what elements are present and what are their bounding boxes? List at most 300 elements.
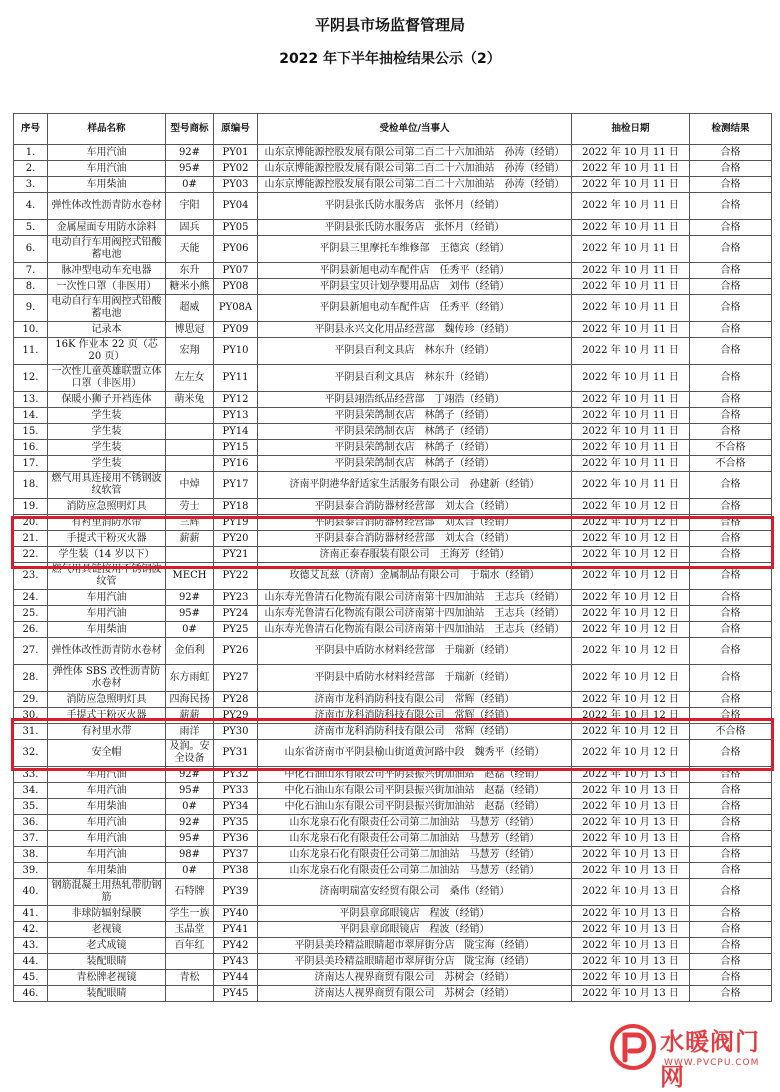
inspected-unit: 平阴县美玲精益眼睛超市翠屏街分店 陇宝海（经销） [258,938,572,954]
sample-name: 车用柴油 [48,177,166,193]
sample-name: 老视镜 [48,922,166,938]
model-brand [166,424,214,440]
original-no: PY11 [214,365,258,392]
test-result: 合格 [690,692,772,708]
model-brand: 玉晶堂 [166,922,214,938]
model-brand: 0# [166,863,214,879]
row-index: 34. [14,783,48,799]
highlight-box-rows-29-31 [11,718,774,771]
original-no: PY17 [214,472,258,499]
test-result: 合格 [690,622,772,638]
test-result: 合格 [690,970,772,986]
row-index: 10. [14,322,48,338]
row-index: 39. [14,863,48,879]
original-no: PY02 [214,161,258,177]
sample-name: 学生装（14 岁以下） [48,547,166,563]
table-header-row [14,114,772,145]
model-brand: MECH [166,563,214,590]
sample-name: 金属屋面专用防水涂料 [48,220,166,236]
sample-name: 弹性体改性沥青防水卷材 [48,638,166,665]
row-index: 5. [14,220,48,236]
model-brand: 博思冠 [166,322,214,338]
row-index: 31. [14,724,48,740]
inspected-unit: 平阴县荣鸽制衣店 林鸽子（经销） [258,440,572,456]
inspected-unit: 平阴县中盾防水材料经营部 于瑞新（经销） [258,665,572,692]
inspected-unit: 平阴县张氏防水服务店 张怀月（经销） [258,220,572,236]
test-result: 合格 [690,665,772,692]
original-no: PY40 [214,906,258,922]
table-row [14,831,772,847]
row-index: 6. [14,236,48,263]
inspected-unit: 平阴县宝贝计划孕婴用品店 刘伟（经销） [258,279,572,295]
row-index: 19. [14,499,48,515]
sample-name: 弹性体改性沥青防水卷材 [48,193,166,220]
test-result: 不合格 [690,724,772,740]
model-brand: 东升 [166,263,214,279]
row-index: 11. [14,338,48,365]
sampling-date: 2022 年 10 月 12 日 [572,590,690,606]
test-result: 合格 [690,338,772,365]
table-body [14,145,772,1002]
table-row [14,783,772,799]
watermark-site-name: 水暖阀门网 [660,1028,760,1091]
sample-name: 有衬里水带 [48,724,166,740]
sampling-date: 2022 年 10 月 12 日 [572,622,690,638]
sample-name: 手提式干粉灭火器 [48,531,166,547]
model-brand: 及润。安全设备 [166,740,214,767]
sampling-date: 2022 年 10 月 11 日 [572,338,690,365]
row-index: 42. [14,922,48,938]
test-result: 合格 [690,879,772,906]
model-brand: 95# [166,606,214,622]
sampling-date: 2022 年 10 月 13 日 [572,767,690,783]
sampling-date: 2022 年 10 月 12 日 [572,740,690,767]
sampling-date: 2022 年 10 月 12 日 [572,606,690,622]
original-no: PY41 [214,922,258,938]
sampling-date: 2022 年 10 月 13 日 [572,986,690,1002]
test-result: 合格 [690,145,772,161]
model-brand: 薪薪 [166,708,214,724]
col-header-model-brand: 型号商标 [166,114,214,145]
sample-name: 车用柴油 [48,863,166,879]
inspected-unit: 山东省济南市平阴县榆山街道黄河路中段 魏秀平（经销） [258,740,572,767]
row-index: 20. [14,515,48,531]
inspected-unit: 济南明瑞富安经贸有限公司 桑伟（经销） [258,879,572,906]
test-result: 合格 [690,322,772,338]
table-row [14,590,772,606]
original-no: PY07 [214,263,258,279]
sampling-date: 2022 年 10 月 12 日 [572,692,690,708]
sample-name: 车用汽油 [48,145,166,161]
inspected-unit: 平阴县章邱眼镜店 程波（经销） [258,922,572,938]
row-index: 36. [14,815,48,831]
original-no: PY39 [214,879,258,906]
original-no: PY24 [214,606,258,622]
sampling-date: 2022 年 10 月 11 日 [572,295,690,322]
row-index: 33. [14,767,48,783]
inspected-unit: 山东龙泉石化有限责任公司第二加油站 马慧芳（经销） [258,847,572,863]
model-brand: 92# [166,815,214,831]
original-no: PY29 [214,708,258,724]
original-no: PY13 [214,408,258,424]
table-row [14,322,772,338]
test-result: 合格 [690,783,772,799]
sample-name: 消防应急照明灯具 [48,692,166,708]
inspected-unit: 山东龙泉石化有限责任公司第二加油站 马慧芳（经销） [258,863,572,879]
test-result: 合格 [690,767,772,783]
table-row [14,424,772,440]
sampling-date: 2022 年 10 月 11 日 [572,145,690,161]
inspected-unit: 平阴县百利文具店 林东升（经销） [258,365,572,392]
original-no: PY05 [214,220,258,236]
sample-name: 一次性儿童英雄联盟立体口罩（非医用） [48,365,166,392]
test-result: 合格 [690,938,772,954]
test-result: 合格 [690,236,772,263]
sample-name: 装配眼睛 [48,986,166,1002]
row-index: 12. [14,365,48,392]
col-header-index: 序号 [14,114,48,145]
sampling-date: 2022 年 10 月 13 日 [572,922,690,938]
original-no: PY25 [214,622,258,638]
sample-name: 车用汽油 [48,767,166,783]
original-no: PY06 [214,236,258,263]
original-no: PY37 [214,847,258,863]
table-row [14,499,772,515]
model-brand [166,986,214,1002]
original-no: PY31 [214,740,258,767]
sample-name: 装配眼睛 [48,954,166,970]
sampling-date: 2022 年 10 月 11 日 [572,424,690,440]
sample-name: 学生装 [48,408,166,424]
model-brand: 薪薪 [166,531,214,547]
model-brand: 左左女 [166,365,214,392]
test-result: 合格 [690,831,772,847]
inspected-unit: 平阴县泰合消防器材经营部 刘太合（经销） [258,499,572,515]
original-no: PY08A [214,295,258,322]
row-index: 30. [14,708,48,724]
sample-name: 手提式干粉灭火器 [48,708,166,724]
col-header-inspected-unit: 受检单位/当事人 [258,114,572,145]
model-brand: 宏翔 [166,338,214,365]
inspected-unit: 济南市龙科消防科技有限公司 常辉（经销） [258,708,572,724]
row-index: 29. [14,692,48,708]
table-row [14,847,772,863]
sampling-date: 2022 年 10 月 11 日 [572,220,690,236]
table-row [14,606,772,622]
model-brand: 95# [166,831,214,847]
test-result: 合格 [690,740,772,767]
sample-name: 16K 作业本 22 页（芯 20 页） [48,338,166,365]
original-no: PY15 [214,440,258,456]
row-index: 4. [14,193,48,220]
test-result: 合格 [690,815,772,831]
inspected-unit: 平阴县新旭电动车配件店 任秀平（经销） [258,263,572,279]
inspected-unit: 山东京博能源控股发展有限公司第二百二十六加油站 孙涛（经销） [258,161,572,177]
model-brand: 95# [166,161,214,177]
row-index: 27. [14,638,48,665]
highlight-box-rows-19-21 [11,516,774,569]
table-row [14,279,772,295]
table-row [14,815,772,831]
original-no: PY33 [214,783,258,799]
inspected-unit: 平阴县荣鸽制衣店 林鸽子（经销） [258,408,572,424]
sample-name: 燃气用具连接用不锈钢波纹软管 [48,472,166,499]
inspected-unit: 平阴县荣鸽制衣店 林鸽子（经销） [258,456,572,472]
original-no: PY28 [214,692,258,708]
table-row [14,408,772,424]
model-brand: 0# [166,177,214,193]
inspected-unit: 山东龙泉石化有限责任公司第二加油站 马慧芳（经销） [258,815,572,831]
page-subtitle: 2022 年下半年抽检结果公示（2） [279,51,501,67]
row-index: 44. [14,954,48,970]
row-index: 16. [14,440,48,456]
sample-name: 老式成镜 [48,938,166,954]
sampling-date: 2022 年 10 月 11 日 [572,279,690,295]
test-result: 合格 [690,954,772,970]
table-row [14,295,772,322]
test-result: 合格 [690,279,772,295]
sampling-date: 2022 年 10 月 13 日 [572,970,690,986]
model-brand: 金佰利 [166,638,214,665]
sample-name: 记录本 [48,322,166,338]
sample-name: 车用汽油 [48,783,166,799]
model-brand: 0# [166,622,214,638]
model-brand: 天能 [166,236,214,263]
sample-name: 车用柴油 [48,799,166,815]
original-no: PY16 [214,456,258,472]
table-row [14,938,772,954]
model-brand: 青松 [166,970,214,986]
sample-name: 车用汽油 [48,847,166,863]
table-row [14,638,772,665]
inspected-unit: 平阴县美玲精益眼睛超市翠屏街分店 陇宝海（经销） [258,954,572,970]
row-index: 45. [14,970,48,986]
table-row [14,392,772,408]
row-index: 13. [14,392,48,408]
row-index: 26. [14,622,48,638]
sampling-date: 2022 年 10 月 13 日 [572,863,690,879]
table-row [14,472,772,499]
inspected-unit: 山东寿光鲁清石化物流有限公司济南第十四加油站 王志兵（经销） [258,622,572,638]
sampling-date: 2022 年 10 月 11 日 [572,322,690,338]
sample-name: 车用汽油 [48,831,166,847]
table-row [14,263,772,279]
inspected-unit: 平阴县三里摩托车维修部 王德宾（经销） [258,236,572,263]
inspected-unit: 山东龙泉石化有限责任公司第二加油站 马慧芳（经销） [258,831,572,847]
sampling-date: 2022 年 10 月 11 日 [572,456,690,472]
model-brand [166,954,214,970]
original-no: PY26 [214,638,258,665]
model-brand: 92# [166,767,214,783]
original-no: PY30 [214,724,258,740]
table-row [14,161,772,177]
model-brand: 石特牌 [166,879,214,906]
table-row [14,236,772,263]
sample-name: 学生装 [48,456,166,472]
model-brand: 98# [166,847,214,863]
model-brand: 92# [166,590,214,606]
original-no: PY23 [214,590,258,606]
sample-name: 弹性体 SBS 改性沥青防水卷材 [48,665,166,692]
sample-name: 车用汽油 [48,606,166,622]
table-row [14,365,772,392]
model-brand: 学生一族 [166,906,214,922]
inspected-unit: 中化石油山东有限公司平阴县振兴街加油站 赵磊（经销） [258,783,572,799]
inspected-unit: 平阴县中盾防水材料经营部 于瑞新（经销） [258,638,572,665]
test-result: 合格 [690,263,772,279]
sampling-date: 2022 年 10 月 12 日 [572,563,690,590]
sampling-date: 2022 年 10 月 11 日 [572,365,690,392]
original-no: PY14 [214,424,258,440]
table-row [14,692,772,708]
original-no: PY12 [214,392,258,408]
test-result: 合格 [690,424,772,440]
test-result: 合格 [690,638,772,665]
original-no: PY01 [214,145,258,161]
table-row [14,970,772,986]
model-brand: 雨洋 [166,724,214,740]
sample-name: 青松牌老视镜 [48,970,166,986]
inspected-unit: 山东京博能源控股发展有限公司第二百二十六加油站 孙涛（经销） [258,145,572,161]
inspected-unit: 中化石油山东有限公司平阴县振兴街加油站 赵磊（经销） [258,799,572,815]
row-index: 15. [14,424,48,440]
table-row [14,177,772,193]
inspected-unit: 中化石油山东有限公司平阴县振兴街加油站 赵磊（经销） [258,767,572,783]
table-row [14,665,772,692]
sampling-date: 2022 年 10 月 13 日 [572,783,690,799]
test-result: 不合格 [690,456,772,472]
model-brand: 百年红 [166,938,214,954]
sampling-date: 2022 年 10 月 12 日 [572,708,690,724]
row-index: 18. [14,472,48,499]
sampling-date: 2022 年 10 月 13 日 [572,847,690,863]
row-index: 3. [14,177,48,193]
watermark-site-url: WWW.PVCPU.COM [664,1058,760,1068]
sample-name: 安全帽 [48,740,166,767]
watermark [608,1018,774,1091]
original-no: PY19 [214,515,258,531]
test-result: 合格 [690,161,772,177]
sampling-date: 2022 年 10 月 11 日 [572,392,690,408]
sampling-date: 2022 年 10 月 13 日 [572,906,690,922]
original-no: PY42 [214,938,258,954]
inspected-unit: 玫德艾瓦兹（济南）金属制品有限公司 于瑞水（经销） [258,563,572,590]
model-brand [166,440,214,456]
table-row [14,954,772,970]
model-brand: 三辉 [166,515,214,531]
model-brand: 超威 [166,295,214,322]
test-result: 合格 [690,408,772,424]
sampling-date: 2022 年 10 月 12 日 [572,499,690,515]
model-brand: 萌米兔 [166,392,214,408]
sampling-date: 2022 年 10 月 11 日 [572,263,690,279]
row-index: 28. [14,665,48,692]
sampling-date: 2022 年 10 月 12 日 [572,547,690,563]
sampling-date: 2022 年 10 月 12 日 [572,724,690,740]
table-row [14,338,772,365]
inspected-unit: 山东寿光鲁清石化物流有限公司济南第十四加油站 王志兵（经销） [258,606,572,622]
original-no: PY09 [214,322,258,338]
sample-name: 车用汽油 [48,161,166,177]
row-index: 37. [14,831,48,847]
original-no: PY10 [214,338,258,365]
sample-name: 电动自行车用阀控式铅酸蓄电池 [48,236,166,263]
col-header-sample-name: 样品名称 [48,114,166,145]
test-result: 合格 [690,563,772,590]
inspected-unit: 平阴县章邱眼镜店 程波（经销） [258,906,572,922]
original-no: PY32 [214,767,258,783]
sampling-date: 2022 年 10 月 11 日 [572,472,690,499]
col-header-original-no: 原编号 [214,114,258,145]
sample-name: 一次性口罩（非医用） [48,279,166,295]
sample-name: 学生装 [48,424,166,440]
sample-name: 脉冲型电动车充电器 [48,263,166,279]
table-row [14,906,772,922]
sampling-date: 2022 年 10 月 12 日 [572,531,690,547]
row-index: 35. [14,799,48,815]
row-index: 22. [14,547,48,563]
inspected-unit: 平阴县张氏防水服务店 张怀月（经销） [258,193,572,220]
row-index: 24. [14,590,48,606]
sample-name: 车用柴油 [48,622,166,638]
model-brand: 中焯 [166,472,214,499]
row-index: 46. [14,986,48,1002]
model-brand: 劳士 [166,499,214,515]
row-index: 25. [14,606,48,622]
test-result: 合格 [690,863,772,879]
test-result: 合格 [690,590,772,606]
model-brand [166,456,214,472]
model-brand: 固兵 [166,220,214,236]
table-row [14,220,772,236]
test-result: 合格 [690,547,772,563]
sampling-date: 2022 年 10 月 13 日 [572,938,690,954]
row-index: 38. [14,847,48,863]
sample-name: 燃气用具链接用不锈钢波纹管 [48,563,166,590]
test-result: 合格 [690,365,772,392]
test-result: 不合格 [690,440,772,456]
sample-name: 消防应急照明灯具 [48,499,166,515]
original-no: PY27 [214,665,258,692]
original-no: PY35 [214,815,258,831]
test-result: 合格 [690,986,772,1002]
inspected-unit: 山东寿光鲁清石化物流有限公司济南第十四加油站 王志兵（经销） [258,590,572,606]
sampling-date: 2022 年 10 月 12 日 [572,515,690,531]
test-result: 合格 [690,531,772,547]
sampling-date: 2022 年 10 月 11 日 [572,408,690,424]
model-brand: 宇阳 [166,193,214,220]
model-brand: 95# [166,783,214,799]
sample-name: 车用汽油 [48,815,166,831]
sampling-date: 2022 年 10 月 13 日 [572,799,690,815]
row-index: 43. [14,938,48,954]
test-result: 合格 [690,177,772,193]
row-index: 23. [14,563,48,590]
row-index: 17. [14,456,48,472]
original-no: PY44 [214,970,258,986]
test-result: 合格 [690,708,772,724]
sampling-date: 2022 年 10 月 11 日 [572,440,690,456]
sampling-date: 2022 年 10 月 11 日 [572,177,690,193]
row-index: 9. [14,295,48,322]
inspected-unit: 平阴县永兴文化用品经营部 魏传珍（经销） [258,322,572,338]
inspected-unit: 平阴县百利文具店 林东升（经销） [258,338,572,365]
sample-name: 钢筋混凝土用热轧带肋钢筋 [48,879,166,906]
original-no: PY45 [214,986,258,1002]
sample-name: 车用汽油 [48,590,166,606]
sample-name: 有衬里消防水带 [48,515,166,531]
original-no: PY08 [214,279,258,295]
